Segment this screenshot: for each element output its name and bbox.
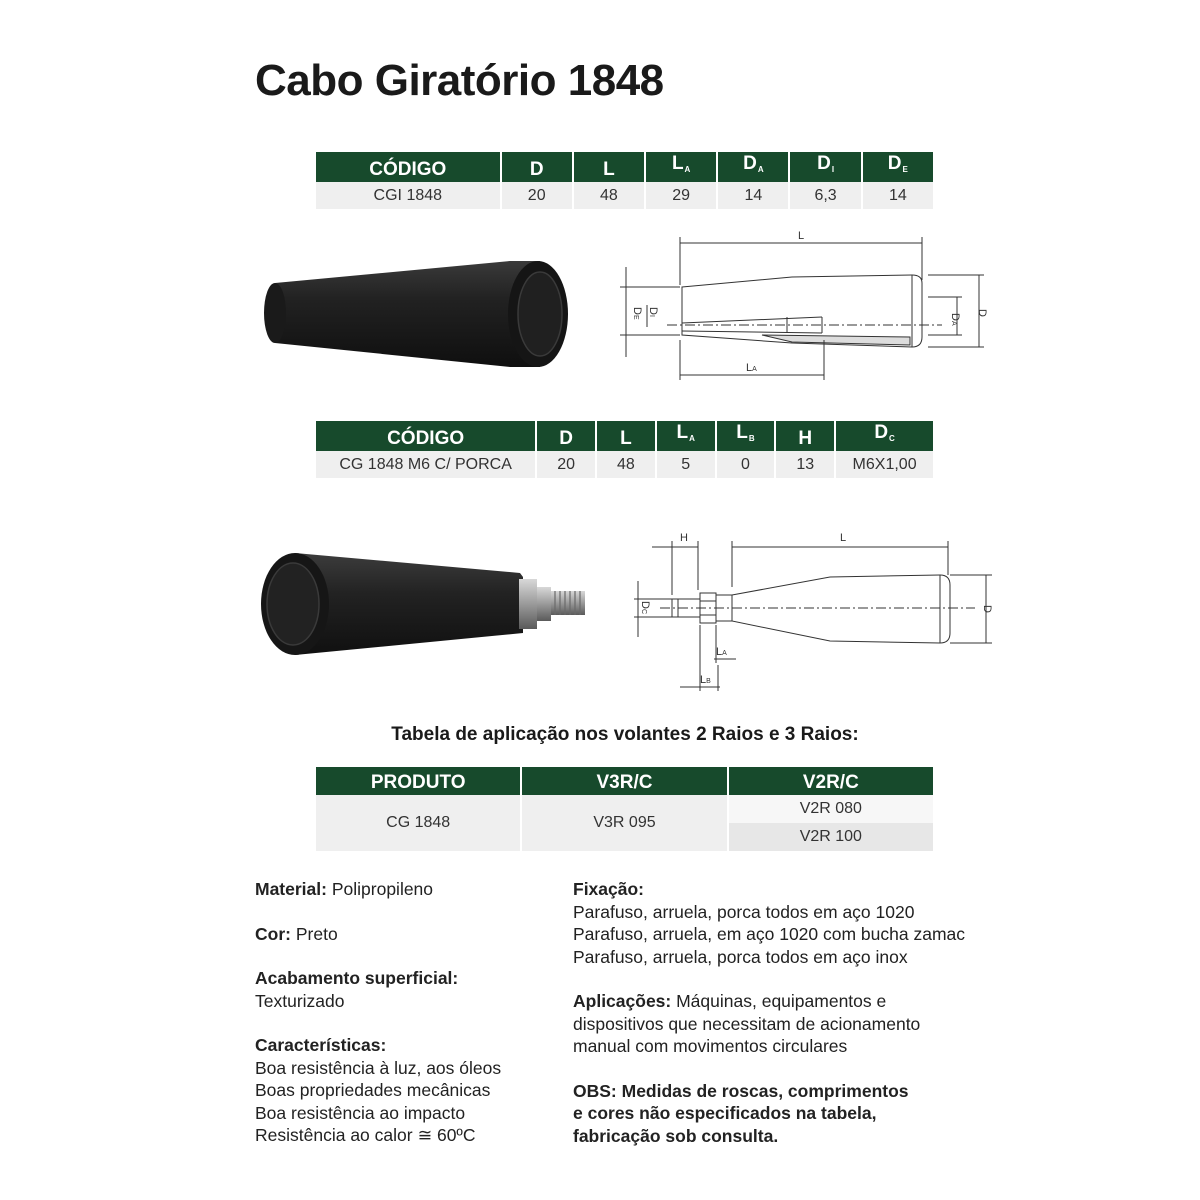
aplicacoes-block	[573, 990, 1043, 1058]
dim-label-h: H	[680, 532, 688, 544]
list-item: Resistência ao calor ≅ 60ºC	[255, 1125, 476, 1145]
header-dc: $D_C$	[836, 421, 933, 451]
cell-d: 20	[537, 451, 595, 478]
cor-value: Preto	[295, 923, 338, 944]
material-value: Polipropileno	[331, 879, 434, 899]
page-title: Cabo Giratório 1848	[255, 56, 664, 105]
material-block	[255, 878, 555, 901]
aplicacoes-label: Aplicações:	[573, 991, 672, 1011]
info-left-column	[255, 878, 555, 1169]
knob-photo-1	[255, 255, 580, 375]
header-d: D	[502, 152, 572, 182]
cell-v2r-080: V2R 080	[729, 795, 933, 823]
table-header-row	[316, 421, 933, 451]
material-label: Material:	[255, 879, 327, 899]
header-de: $D_E$	[863, 152, 933, 182]
acabamento-value: Texturizado	[255, 990, 345, 1011]
dim-label-l: L	[840, 532, 847, 544]
cor-block	[255, 923, 555, 946]
application-table	[314, 767, 935, 851]
header-produto: PRODUTO	[316, 767, 520, 795]
list-item: Boa resistência à luz, aos óleos	[255, 1057, 502, 1078]
acabamento-block	[255, 967, 555, 1012]
cell-v3r: V3R 095	[522, 795, 726, 851]
cor-label: Cor:	[255, 923, 291, 944]
cell-de: 14	[863, 182, 933, 209]
dim-label-d: D	[981, 605, 993, 613]
list-item: Parafuso, arruela, em aço 1020 com bucha zamac	[573, 924, 966, 944]
aplicacoes-line: Máquinas, equipamentos e	[676, 991, 887, 1011]
dim-label-di: DI	[647, 307, 659, 317]
fixacao-label: Fixação:	[573, 879, 644, 899]
obs-line: OBS: Medidas de roscas, comprimentos	[573, 1080, 909, 1101]
info-right-column	[573, 878, 1043, 1169]
application-table-title: Tabela de aplicação nos volantes 2 Raios e 3 Raios:	[391, 724, 859, 745]
header-lb: $L_B$	[717, 421, 775, 451]
cell-dc: M6X1,00	[836, 451, 933, 478]
list-item: Boa resistência ao impacto	[255, 1102, 466, 1123]
list-item: Boas propriedades mecânicas	[255, 1080, 491, 1100]
acabamento-label: Acabamento superficial:	[255, 968, 459, 988]
cell-h: 13	[776, 451, 834, 478]
technical-drawing-1	[612, 225, 1002, 385]
header-la: $L_A$	[646, 152, 716, 182]
table-row	[316, 795, 933, 823]
dim-label-de: DE	[631, 307, 643, 320]
header-l: L	[597, 421, 655, 451]
aplicacoes-line: manual com movimentos circulares	[573, 1036, 848, 1056]
header-v2r: V2R/C	[729, 767, 933, 795]
cell-la: 5	[657, 451, 715, 478]
cell-produto: CG 1848	[316, 795, 520, 851]
cell-codigo: CGI 1848	[316, 182, 500, 209]
cell-lb: 0	[717, 451, 775, 478]
cell-v2r-100: V2R 100	[729, 823, 933, 851]
header-l: L	[574, 152, 644, 182]
spec-table-cg-porca	[314, 421, 935, 478]
obs-block	[573, 1080, 1043, 1148]
header-di: $D_I$	[790, 152, 860, 182]
dim-label-la: LA	[716, 646, 727, 658]
cell-codigo: CG 1848 M6 C/ PORCA	[316, 451, 535, 478]
knob-photo-2	[255, 545, 595, 670]
table-row	[316, 451, 933, 478]
header-la: $L_A$	[657, 421, 715, 451]
cell-di: 6,3	[790, 182, 860, 209]
dim-label-d: D	[976, 309, 988, 317]
table-header-row	[316, 152, 933, 182]
aplicacoes-line: dispositivos que necessitam de acionamento	[573, 1013, 921, 1034]
spec-table-cgi	[314, 152, 935, 209]
dim-label-dc: DC	[639, 601, 651, 615]
caracteristicas-block	[255, 1034, 555, 1147]
cell-d: 20	[502, 182, 572, 209]
cell-la: 29	[646, 182, 716, 209]
table-row	[316, 182, 933, 209]
header-da: $D_A$	[718, 152, 788, 182]
dim-label-l: L	[798, 230, 805, 242]
dim-label-da: DA	[949, 313, 961, 326]
obs-line: e cores não especificados na tabela,	[573, 1103, 877, 1123]
header-d: D	[537, 421, 595, 451]
list-item: Parafuso, arruela, porca todos em aço 1020	[573, 901, 915, 922]
header-codigo: CÓDIGO	[316, 421, 535, 451]
cell-da: 14	[718, 182, 788, 209]
caracteristicas-label: Características:	[255, 1035, 387, 1055]
header-h: H	[776, 421, 834, 451]
dim-label-lb: LB	[700, 674, 711, 686]
table-header-row	[316, 767, 933, 795]
dim-label-la: LA	[746, 362, 757, 374]
fixacao-block	[573, 878, 1043, 968]
technical-drawing-2	[630, 525, 1005, 695]
cell-l: 48	[597, 451, 655, 478]
obs-line: fabricação sob consulta.	[573, 1125, 779, 1146]
cell-l: 48	[574, 182, 644, 209]
list-item: Parafuso, arruela, porca todos em aço inox	[573, 946, 908, 967]
header-v3r: V3R/C	[522, 767, 726, 795]
header-codigo: CÓDIGO	[316, 152, 500, 182]
